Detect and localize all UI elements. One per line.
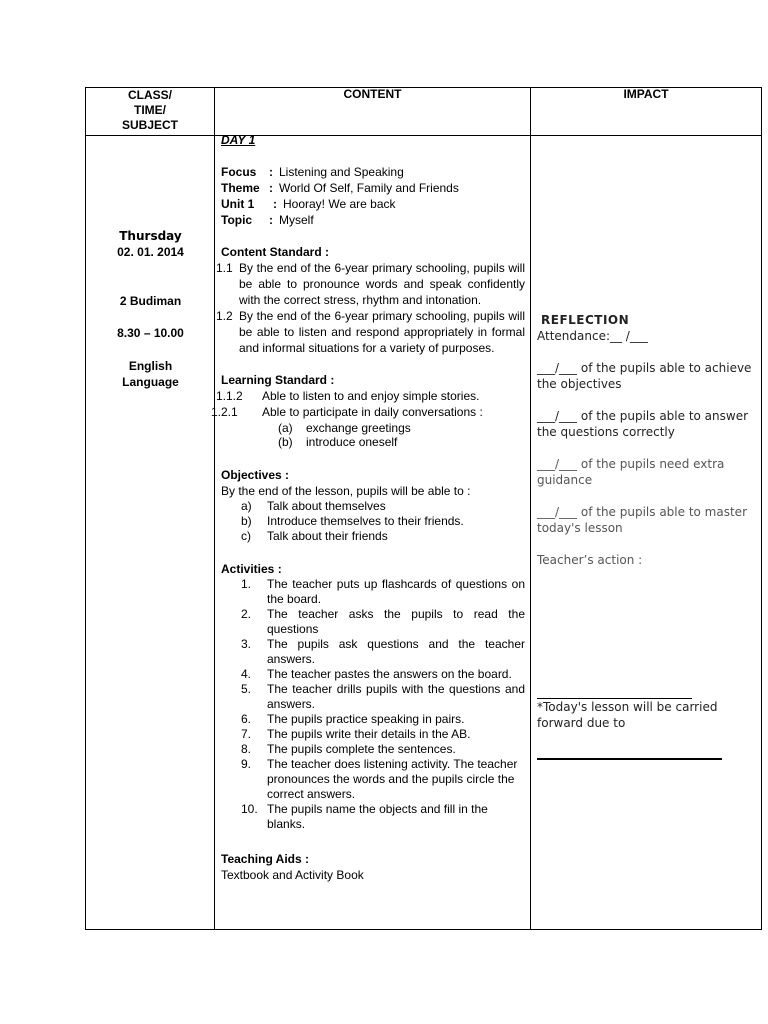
learning-standard-title: Learning Standard :: [221, 373, 335, 387]
activities-title: Activities :: [221, 562, 282, 576]
signature-line: [537, 758, 722, 760]
reflection-guidance: ___/___ of the pupils need extra guidance: [537, 457, 725, 487]
activity-item: 4. The teacher pastes the answers on the board.: [241, 667, 512, 681]
carried-forward-note: *Today's lesson will be carried forward due to: [537, 700, 718, 730]
objective-item: b) Introduce themselves to their friends.: [241, 514, 464, 528]
table-header-row: [86, 88, 762, 136]
day-name: Thursday: [119, 229, 182, 243]
activity-item: 5. The teacher drills pupils with the questions and answers.: [241, 682, 525, 711]
content-standard-item: 1.1 By the end of the 6-year primary schooling, pupils will be able to pronounce words and speak confidently with the correct stress, rhythm and intonation.: [216, 261, 525, 307]
header-impact: IMPACT: [531, 88, 762, 136]
activity-item: 6. The pupils practice speaking in pairs.: [241, 712, 465, 726]
learning-sub-item: (a) exchange greetings: [278, 421, 411, 435]
teaching-aids-value: Textbook and Activity Book: [221, 868, 364, 882]
header-subject: SUBJECT: [121, 118, 178, 132]
table-body-row: [86, 136, 762, 930]
reflection-master: ___/___ of the pupils able to master today's lesson: [537, 505, 747, 535]
objectives-intro: By the end of the lesson, pupils will be able to :: [221, 484, 471, 498]
activity-item: 7. The pupils write their details in the AB.: [241, 727, 471, 741]
class-name: 2 Budiman: [119, 294, 182, 308]
subject-line-1: English: [128, 359, 173, 373]
day-label: DAY 1: [221, 133, 256, 147]
activity-item: 10. The pupils name the objects and fill in the blanks.: [241, 802, 488, 831]
teaching-aids-title: Teaching Aids :: [221, 852, 310, 866]
objective-item: c) Talk about their friends: [241, 529, 388, 543]
reflection-title: REFLECTION: [541, 313, 630, 327]
header-class-time-subject: [86, 88, 215, 136]
lesson-time: 8.30 – 10.00: [117, 326, 184, 340]
header-class: CLASS/: [127, 88, 172, 102]
learning-standard-item: 1.2.1 Able to participate in daily conversations :: [211, 405, 483, 419]
reflection-answers: ___/___ of the pupils able to answer the questions correctly: [537, 409, 749, 439]
activity-item: 9. The teacher does listening activity. The teacher pronounces the words and the pupils circle the correct answers.: [241, 757, 518, 801]
teacher-action-label: Teacher’s action :: [537, 553, 643, 567]
header-content: CONTENT: [215, 88, 531, 136]
learning-standard-item: 1.1.2 Able to listen to and enjoy simple stories.: [216, 389, 480, 403]
impact-column: [531, 136, 762, 930]
unit-row: Unit 1 : Hooray! We are back: [221, 197, 396, 211]
reflection-objectives: ___/___ of the pupils able to achieve the objectives: [537, 361, 752, 391]
content-standard-title: Content Standard :: [221, 245, 329, 259]
attendance-line: Attendance:__ /___: [537, 329, 648, 343]
objective-item: a) Talk about themselves: [241, 499, 386, 513]
lesson-date: 02. 01. 2014: [117, 245, 184, 259]
left-column: [86, 136, 215, 930]
content-standard-item: 1.2 By the end of the 6-year primary schooling, pupils will be able to listen and respond appropriately in formal and informal situations for a variety of purposes.: [216, 309, 525, 355]
theme-row: Theme : World Of Self, Family and Friends: [221, 181, 459, 195]
learning-sub-item: (b) introduce oneself: [278, 435, 398, 449]
activity-item: 3. The pupils ask questions and the teacher answers.: [241, 637, 525, 666]
lesson-plan-table: [85, 87, 762, 930]
header-time: TIME/: [134, 103, 166, 117]
activity-item: 2. The teacher asks the pupils to read the questions: [241, 607, 525, 636]
topic-row: Topic : Myself: [221, 213, 314, 227]
objectives-title: Objectives :: [221, 468, 290, 482]
content-column: [211, 133, 531, 930]
activity-item: 8. The pupils complete the sentences.: [241, 742, 456, 756]
subject-line-2: Language: [122, 375, 179, 389]
focus-row: Focus : Listening and Speaking: [221, 165, 404, 179]
activity-item: 1. The teacher puts up flashcards of questions on the board.: [241, 577, 525, 606]
